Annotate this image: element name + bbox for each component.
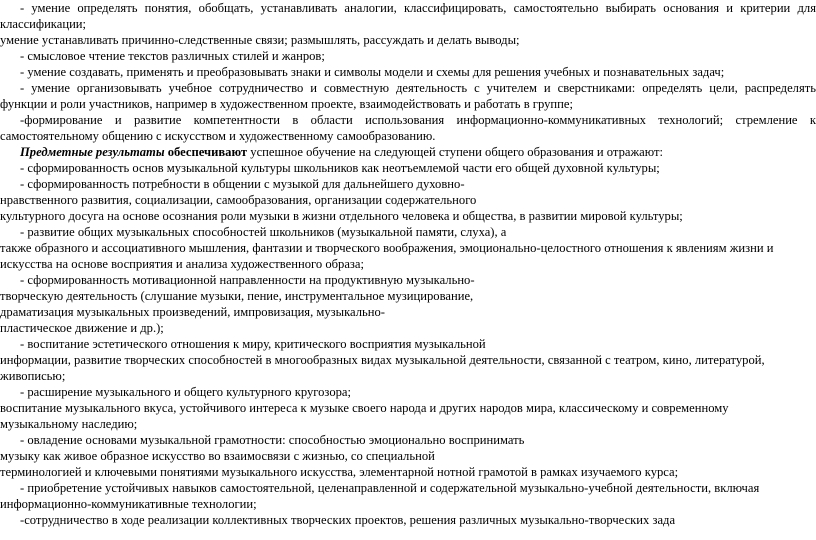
subject-results-label: Предметные результаты	[20, 145, 165, 159]
text-line: культурного досуга на основе осознания роли музыки в жизни отдельного человека и общества, в развитии мировой культуры;	[0, 209, 683, 223]
text-line: драматизация музыкальных произведений, импровизация, музыкально-	[0, 305, 385, 319]
text-line: - умение определять понятия, обобщать, устанавливать аналогии, классифицировать, самостоятельно выбирать основания и критерии для	[20, 1, 816, 15]
text-line: искусства на основе восприятия и анализа художественного образа;	[0, 257, 364, 271]
text-line: нравственного развития, социализации, самообразования, организации содержательного	[0, 193, 477, 207]
text-line: умение устанавливать причинно-следственные связи; размышлять, рассуждать и делать выводы;	[0, 33, 520, 47]
text-line: информационно-коммуникативные технологии;	[0, 497, 257, 511]
text-line: воспитание музыкального вкуса, устойчивого интереса к музыке своего народа и других народов мира, классическому и современному	[0, 401, 729, 415]
text-line: - сформированность потребности в общении с музыкой для дальнейшего духовно-	[20, 177, 465, 191]
text-line: - умение организовывать учебное сотрудничество и совместную деятельность с учителем и сверстниками: определять цели, распределять	[20, 81, 816, 95]
text-line: - расширение музыкального и общего культурного кругозора;	[20, 385, 352, 399]
text-line: музыкальному наследию;	[0, 417, 138, 431]
text-line: пластическое движение и др.);	[0, 321, 164, 335]
text-line: музыку как живое образное искусство во взаимосвязи с жизнью, со специальной	[0, 449, 435, 463]
text-line: - смысловое чтение текстов различных стилей и жанров;	[20, 49, 325, 63]
text-line: - приобретение устойчивых навыков самостоятельной, целенаправленной и содержательной музыкально-учебной деятельности, включая	[20, 481, 760, 495]
text-line: классификации;	[0, 17, 87, 31]
text-line: терминологией и ключевыми понятиями музыкального искусства, элементарной нотной грамотой в рамках изучаемого курса;	[0, 465, 679, 479]
text-line: живописью;	[0, 369, 66, 383]
subject-results-rest: успешное обучение на следующей ступени общего образования и отражают:	[247, 145, 663, 159]
text-line: -сотрудничество в ходе реализации коллективных творческих проектов, решения различных музыкально-творческих зада	[20, 513, 676, 527]
text-line: творческую деятельность (слушание музыки, пение, инструментальное музицирование,	[0, 289, 474, 303]
text-line: - сформированность основ музыкальной культуры школьников как неотъемлемой части его общей духовной культуры;	[20, 161, 660, 175]
text-line: самостоятельному общению с искусством и художественному самообразованию.	[0, 129, 436, 143]
text-line: - сформированность мотивационной направленности на продуктивную музыкально-	[20, 273, 475, 287]
text-line: - умение создавать, применять и преобразовывать знаки и символы модели и схемы для решения учебных и познавательных задач;	[20, 65, 725, 79]
text-line: информации, развитие творческих способностей в многообразных видах музыкальной деятельности, связанной с театром, кино, литературой,	[0, 353, 765, 367]
subject-results-verb: обеспечивают	[164, 145, 248, 159]
text-line: -формирование и развитие компетентности в области использования информационно-коммуникативных технологий; стремление к	[20, 113, 816, 127]
text-line: - развитие общих музыкальных способностей школьников (музыкальной памяти, слуха), а	[20, 225, 507, 239]
text-line: - воспитание эстетического отношения к миру, критического восприятия музыкальной	[20, 337, 486, 351]
subject-results-heading	[0, 145, 816, 160]
text-line: - овладение основами музыкальной грамотности: способностью эмоционально воспринимать	[20, 433, 525, 447]
text-line: функции и роли участников, например в художественном проекте, взаимодействовать и работать в группе;	[0, 97, 573, 111]
text-line: также образного и ассоциативного мышления, фантазии и творческого воображения, эмоционально-целостного отношения к явлениям жизни и	[0, 241, 774, 255]
